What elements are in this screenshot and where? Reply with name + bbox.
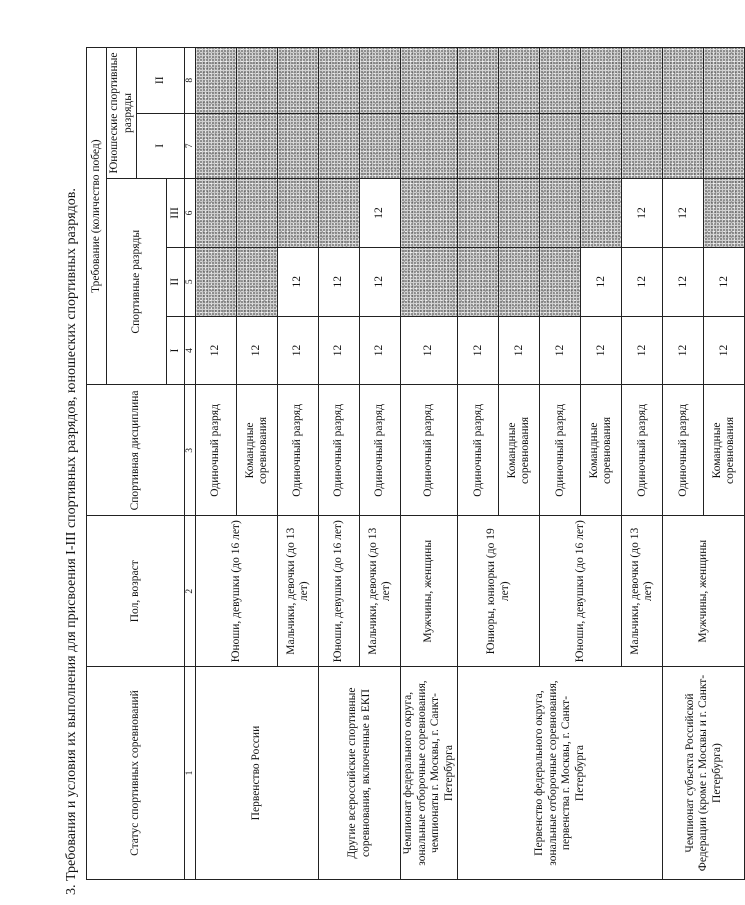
requirements-table — [86, 47, 745, 880]
shaded-cell — [540, 48, 581, 114]
shaded-cell — [663, 48, 704, 114]
shaded-cell — [278, 179, 319, 248]
status-cell: Первенство федерального округа, зональные отборочные соревнования, первенства г. Москвы, г. Санкт-Петербурга — [458, 667, 663, 880]
value-cell: 12 — [581, 247, 622, 316]
age-cell: Юноши, девушки (до 16 лет) — [319, 516, 360, 667]
shaded-cell — [401, 48, 458, 114]
header-rank-III: III — [167, 179, 185, 248]
shaded-cell — [237, 179, 278, 248]
value-cell: 12 — [360, 316, 401, 385]
header-sex-age: Пол, возраст — [87, 516, 185, 667]
shaded-cell — [581, 179, 622, 248]
status-cell: Другие всероссийские спортивные соревнования, включенные в ЕКП — [319, 667, 401, 880]
shaded-cell — [581, 48, 622, 114]
column-number: 4 — [185, 316, 196, 385]
shaded-cell — [319, 48, 360, 114]
header-requirement: Требование (количество побед) — [87, 48, 107, 385]
shaded-cell — [196, 113, 237, 179]
table-row — [663, 48, 704, 880]
section-heading: 3. Требования и условия их выполнения для присвоения I-III спортивных разрядов, юношеских спортивных разрядов. — [64, 188, 79, 895]
shaded-cell — [704, 179, 745, 248]
shaded-cell — [360, 113, 401, 179]
value-cell: 12 — [319, 247, 360, 316]
discipline-cell: Командные соревнования — [704, 385, 745, 516]
value-cell: 12 — [196, 316, 237, 385]
age-cell: Юниоры, юниорки (до 19 лет) — [458, 516, 540, 667]
column-number: 2 — [185, 516, 196, 667]
column-number: 6 — [185, 179, 196, 248]
header-youth-II: II — [137, 48, 185, 114]
shaded-cell — [622, 113, 663, 179]
discipline-cell: Одиночный разряд — [663, 385, 704, 516]
value-cell: 12 — [401, 316, 458, 385]
discipline-cell: Командные соревнования — [237, 385, 278, 516]
shaded-cell — [458, 48, 499, 114]
shaded-cell — [540, 179, 581, 248]
shaded-cell — [237, 247, 278, 316]
value-cell: 12 — [704, 247, 745, 316]
header-discipline: Спортивная дисциплина — [87, 385, 185, 516]
shaded-cell — [401, 179, 458, 248]
shaded-cell — [458, 179, 499, 248]
shaded-cell — [319, 113, 360, 179]
discipline-cell: Одиночный разряд — [278, 385, 319, 516]
discipline-cell: Одиночный разряд — [401, 385, 458, 516]
value-cell: 12 — [704, 316, 745, 385]
age-cell: Мужчины, женщины — [401, 516, 458, 667]
age-cell: Мальчики, девочки (до 13 лет) — [360, 516, 401, 667]
shaded-cell — [237, 113, 278, 179]
discipline-cell: Одиночный разряд — [319, 385, 360, 516]
status-cell: Чемпионат субъекта Российской Федерации (кроме г. Москвы и г. Санкт-Петербурга) — [663, 667, 745, 880]
value-cell: 12 — [499, 316, 540, 385]
discipline-cell: Командные соревнования — [499, 385, 540, 516]
discipline-cell: Одиночный разряд — [360, 385, 401, 516]
shaded-cell — [499, 179, 540, 248]
table-row — [319, 48, 360, 880]
header-youth-ranks: Юношеские спортивные разряды — [107, 48, 137, 179]
shaded-cell — [499, 247, 540, 316]
age-cell: Мальчики, девочки (до 13 лет) — [622, 516, 663, 667]
shaded-cell — [704, 113, 745, 179]
discipline-cell: Одиночный разряд — [622, 385, 663, 516]
column-number: 5 — [185, 247, 196, 316]
age-cell: Мужчины, женщины — [663, 516, 745, 667]
value-cell: 12 — [360, 179, 401, 248]
shaded-cell — [458, 247, 499, 316]
age-cell: Юноши, девушки (до 16 лет) — [540, 516, 622, 667]
value-cell: 12 — [319, 316, 360, 385]
age-cell: Мальчики, девочки (до 13 лет) — [278, 516, 319, 667]
shaded-cell — [360, 48, 401, 114]
shaded-cell — [499, 48, 540, 114]
shaded-cell — [499, 113, 540, 179]
value-cell: 12 — [360, 247, 401, 316]
discipline-cell: Командные соревнования — [581, 385, 622, 516]
column-number: 7 — [185, 113, 196, 179]
shaded-cell — [196, 48, 237, 114]
status-cell: Первенство России — [196, 667, 319, 880]
shaded-cell — [540, 113, 581, 179]
shaded-cell — [278, 113, 319, 179]
shaded-cell — [237, 48, 278, 114]
value-cell: 12 — [278, 316, 319, 385]
header-status: Статус спортивных соревнований — [87, 667, 185, 880]
value-cell: 12 — [581, 316, 622, 385]
header-sport-ranks: Спортивные разряды — [107, 179, 167, 385]
shaded-cell — [663, 113, 704, 179]
value-cell: 12 — [458, 316, 499, 385]
column-number: 1 — [185, 667, 196, 880]
shaded-cell — [401, 247, 458, 316]
table-row — [401, 48, 458, 880]
value-cell: 12 — [540, 316, 581, 385]
shaded-cell — [540, 247, 581, 316]
shaded-cell — [196, 179, 237, 248]
value-cell: 12 — [622, 316, 663, 385]
header-youth-I: I — [137, 113, 185, 179]
shaded-cell — [458, 113, 499, 179]
value-cell: 12 — [663, 179, 704, 248]
value-cell: 12 — [663, 247, 704, 316]
header-rank-I: I — [167, 316, 185, 385]
shaded-cell — [581, 113, 622, 179]
status-cell: Чемпионат федерального округа, зональные отборочные соревнования, чемпионаты г. Москвы, г. Санкт-Петербурга — [401, 667, 458, 880]
shaded-cell — [196, 247, 237, 316]
value-cell: 12 — [622, 179, 663, 248]
shaded-cell — [319, 179, 360, 248]
table-body — [196, 48, 745, 880]
shaded-cell — [622, 48, 663, 114]
column-number: 3 — [185, 385, 196, 516]
value-cell: 12 — [278, 247, 319, 316]
column-number: 8 — [185, 48, 196, 114]
table-row — [196, 48, 237, 880]
shaded-cell — [401, 113, 458, 179]
value-cell: 12 — [663, 316, 704, 385]
age-cell: Юноши, девушки (до 16 лет) — [196, 516, 278, 667]
header-rank-II: II — [167, 247, 185, 316]
value-cell: 12 — [237, 316, 278, 385]
shaded-cell — [704, 48, 745, 114]
discipline-cell: Одиночный разряд — [458, 385, 499, 516]
discipline-cell: Одиночный разряд — [540, 385, 581, 516]
column-number-row — [185, 48, 196, 880]
discipline-cell: Одиночный разряд — [196, 385, 237, 516]
table-row — [458, 48, 499, 880]
value-cell: 12 — [622, 247, 663, 316]
shaded-cell — [278, 48, 319, 114]
